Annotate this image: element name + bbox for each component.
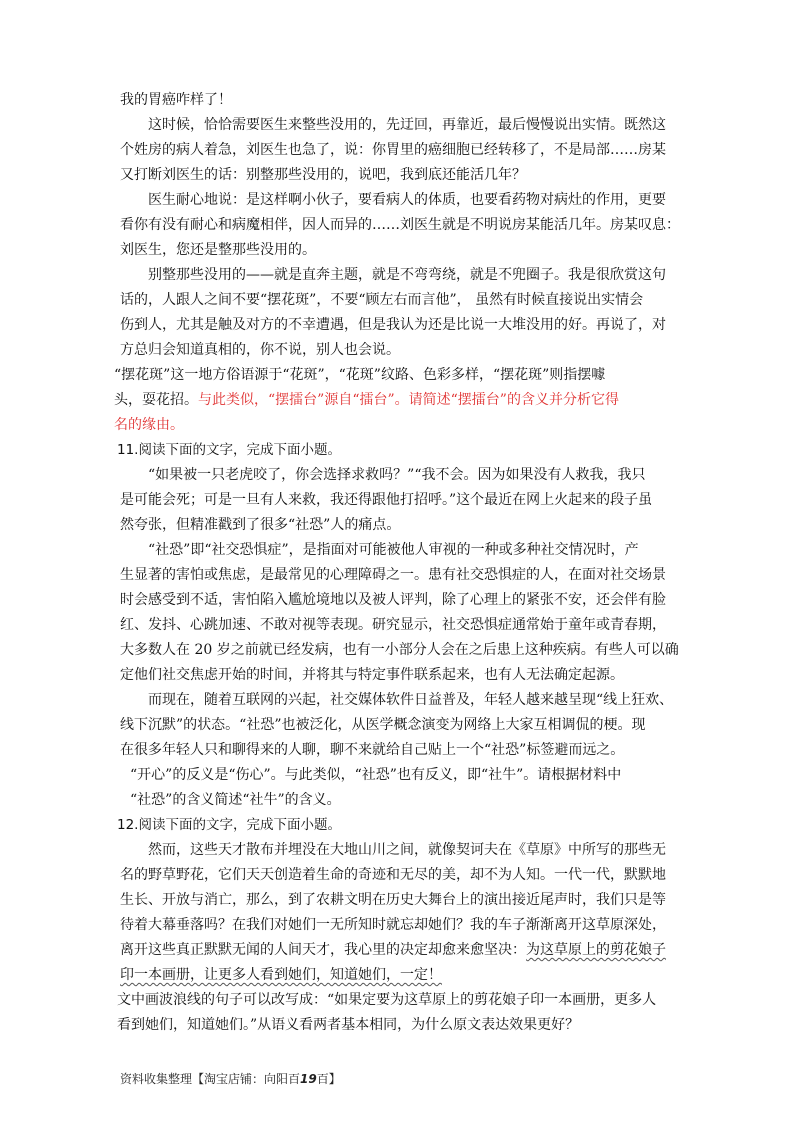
passage-text: 离开这些真正默默无闻的人间天才，我心里的决定却愈来愈坚决：	[120, 942, 526, 958]
passage-line: 待着大幕垂落吗？在我们对她们一无所知时就忘却她们？我的车子渐渐离开这草原深处，	[120, 917, 666, 933]
passage-line: 时会感受到不适，害怕陷入尴尬境地以及被人评判，除了心理上的紧张不安，还会伴有脸	[120, 592, 666, 608]
passage-line: 话的，人跟人之间不要“摆花斑”，不要“顾左右而言他”， 虽然有时候直接说出实情会	[120, 292, 644, 308]
passage-line: 生长、开放与消亡，那么，到了农耕文明在历史大舞台上的演出接近尾声时，我们只是等	[120, 892, 666, 908]
passage-1	[120, 88, 690, 363]
passage-line: “社恐”即“社交恐惧症”，是指面对可能被他人审视的一种或多种社交情况时，产	[148, 542, 639, 558]
passage-line: 然而，这些天才散布并埋没在大地山川之间，就像契诃夫在《草原》中所写的那些无	[148, 842, 666, 858]
wavy-underlined-sentence: 印一本画册，让更多人看到她们，知道她们，一定！	[120, 967, 442, 983]
question-11	[117, 438, 687, 463]
passage-line	[120, 963, 690, 988]
page-footer	[120, 1070, 341, 1087]
footer-text: 资料收集整理【淘宝店铺：向阳百	[120, 1072, 301, 1086]
passage-line: 在很多年轻人只和聊得来的人聊，聊不来就给自己贴上一个“社恐”标签避而远之。	[120, 742, 625, 758]
wavy-underlined-sentence: 为这草原上的剪花娘子	[526, 942, 666, 958]
passage-line: 生显著的害怕或焦虑，是最常见的心理障碍之一。患有社交恐惧症的人，在面对社交场景	[120, 567, 666, 583]
passage-line: 方总归会知道真相的，你不说，别人也会说。	[120, 342, 400, 358]
passage-line: 然夸张，但精准戳到了很多“社恐”人的痛点。	[120, 517, 401, 533]
question-prompt-red: 与此类似，“摆擂台”源自“擂台”。请简述“摆擂台”的含义并分析它得	[198, 392, 619, 408]
question-line: 看到她们，知道她们。”从语义看两者基本相同，为什么原文表达效果更好？	[117, 1017, 580, 1033]
question-title: 12.阅读下面的文字，完成下面小题。	[117, 817, 341, 833]
passage-3	[120, 838, 690, 988]
passage-line: 刘医生，您还是整那些没用的。	[120, 242, 316, 258]
question-line: “摆花斑”这一地方俗语源于“花斑”，“花斑”纹路、色彩多样，“摆花斑”则指摆噱	[114, 367, 606, 383]
question-12-prompt	[117, 988, 687, 1038]
page-number: 19	[300, 1072, 317, 1086]
passage-line: 我的胃癌咋样了！	[120, 92, 232, 108]
passage-line: “如果被一只老虎咬了，你会选择求救吗？”“我不会。因为如果没有人救我，我只	[148, 467, 646, 483]
passage-line: 名的野草野花，它们天天创造着生命的奇迹和无尽的美，却不为人知。一代一代，默默地	[120, 867, 666, 883]
passage-line: 而现在，随着互联网的兴起，社交媒体软件日益普及，年轻人越来越呈现“线上狂欢、	[148, 692, 674, 708]
passage-line: 红、发抖、心跳加速、不敢对视等表现。研究显示，社交恐惧症通常始于童年或青春期，	[120, 617, 666, 633]
question-12	[117, 813, 687, 838]
passage-line: 个姓房的病人着急，刘医生也急了，说：你胃里的癌细胞已经转移了，不是局部……房某	[120, 142, 666, 158]
question-prompt-red: 名的缘由。	[114, 417, 184, 433]
question-line: “社恐”的含义简述“社牛”的含义。	[130, 792, 341, 808]
question-line: 文中画波浪线的句子可以改写成：“如果定要为这草原上的剪花娘子印一本画册，更多人	[117, 992, 657, 1008]
passage-line: 看你有没有耐心和病魔相伴，因人而异的……刘医生就是不明说房某能活几年。房某叹息：	[120, 217, 680, 233]
passage-line: 大多数人在 20 岁之前就已经发病，也有一小部分人会在之后患上这种疾病。有些人可以确	[120, 642, 679, 658]
passage-2	[120, 463, 690, 813]
passage-line: 是可能会死；可是一旦有人来救，我还得跟他打招呼。”这个最近在网上火起来的段子虽	[120, 492, 653, 508]
passage-line	[120, 938, 690, 963]
passage-line: 定他们社交焦虑开始的时间，并将其与特定事件联系起来，也有人无法确定起源。	[120, 667, 624, 683]
footer-suffix: 百】	[316, 1072, 341, 1086]
question-text: 头，耍花招。	[114, 392, 198, 408]
passage-line: 又打断刘医生的话：别整那些没用的，说吧，我到底还能活几年？	[120, 167, 526, 183]
question-10	[114, 363, 684, 438]
passage-line: 这时候，恰恰需要医生来整些没用的，先迂回，再靠近，最后慢慢说出实情。既然这	[148, 117, 666, 133]
passage-line: 别整那些没用的——就是直奔主题，就是不弯弯绕，就是不兜圈子。我是很欣赏这句	[148, 267, 666, 283]
passage-line: 线下沉默”的状态。“社恐”也被泛化，从医学概念演变为网络上大家互相调侃的梗。现	[120, 717, 646, 733]
question-title: 11.阅读下面的文字，完成下面小题。	[117, 442, 341, 458]
question-line	[114, 388, 684, 413]
question-line: “开心”的反义是“伤心”。与此类似，“社恐”也有反义，即“社牛”。请根据材料中	[130, 767, 622, 783]
passage-line: 医生耐心地说：是这样啊小伙子，要看病人的体质，也要看药物对病灶的作用，更要	[148, 192, 666, 208]
passage-line: 伤到人，尤其是触及对方的不幸遭遇，但是我认为还是比说一大堆没用的好。再说了，对	[120, 317, 666, 333]
